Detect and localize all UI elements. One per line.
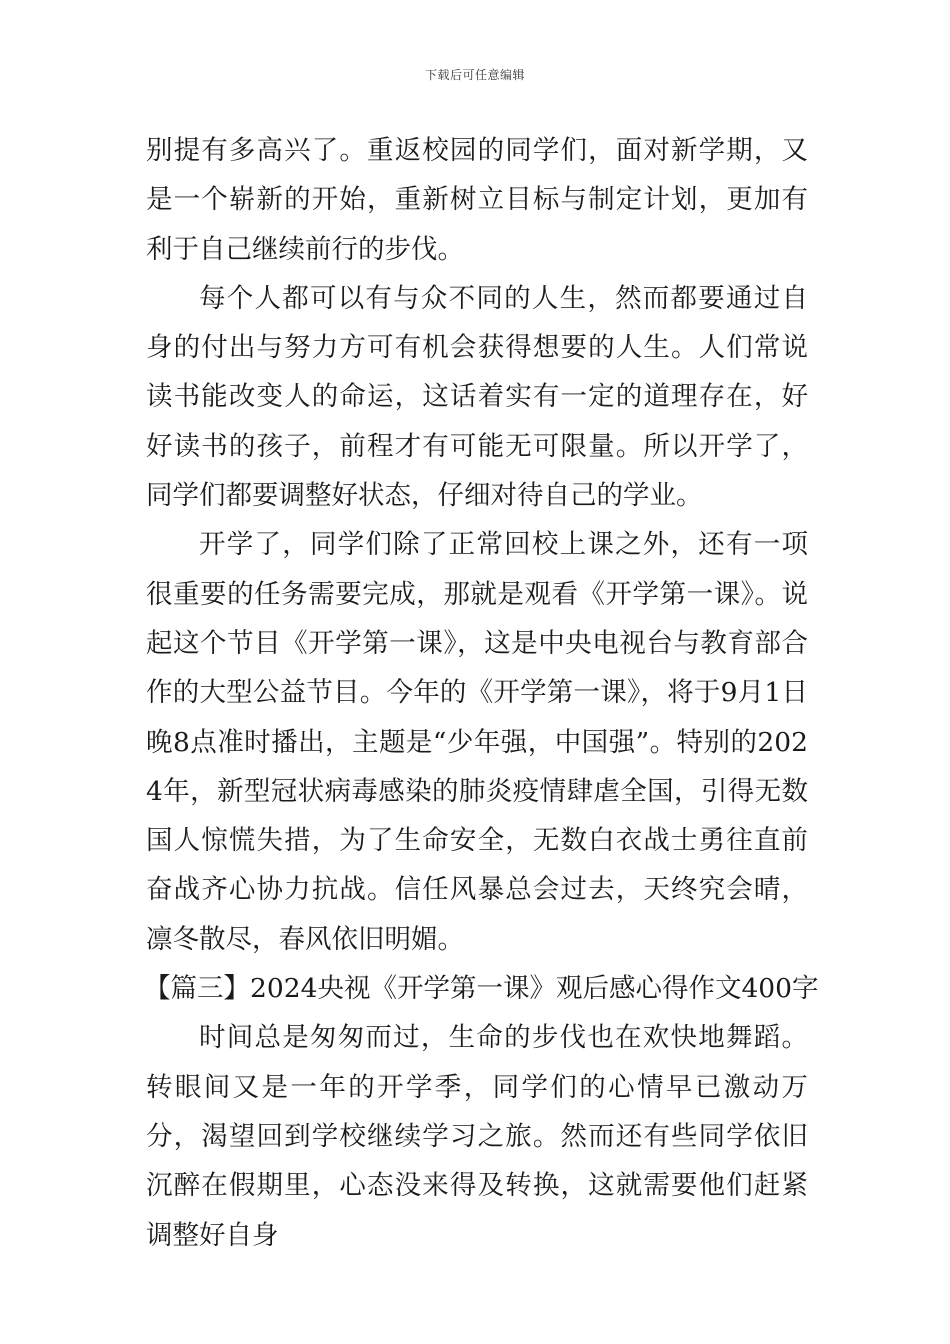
paragraph-4: 时间总是匆匆而过，生命的步伐也在欢快地舞蹈。转眼间又是一年的开学季，同学们的心情早已激动万分，渴望回到学校继续学习之旅。然而还有些同学依旧沉醉在假期里，心态没来得及转换，这就需要他们赶紧调整好自身 [146, 1022, 808, 1251]
page-header: 下载后可任意编辑 [424, 68, 525, 82]
section-heading: 【篇三】2024央视《开学第一课》观后感心得作文400字 [144, 973, 819, 1005]
paragraph-1: 别提有多高兴了。重返校园的同学们，面对新学期，又是一个崭新的开始，重新树立目标与制定计划，更加有利于自己继续前行的步伐。 [146, 135, 808, 265]
paragraph-2: 每个人都可以有与众不同的人生，然而都要通过自身的付出与努力方可有机会获得想要的人生。人们常说读书能改变人的命运，这话着实有一定的道理存在，好好读书的孩子，前程才有可能无可限量。所以开学了，同学们都要调整好状态，仔细对待自己的学业。 [146, 282, 808, 512]
paragraph-3: 开学了，同学们除了正常回校上课之外，还有一项很重要的任务需要完成，那就是观看《开学第一课》。说起这个节目《开学第一课》，这是中央电视台与教育部合作的大型公益节目。今年的《开学第一课》，将于9月1日晚8点准时播出，主题是“少年强，中国强”。特别的2024年，新型冠状病毒感染的肺炎疫情肆虐全国，引得无数国人惊慌失措，为了生命安全，无数白衣战士勇往直前奋战齐心协力抗战。信任风暴总会过去，天终究会晴，凛冬散尽，春风依旧明媚。 [146, 529, 808, 955]
document-body [144, 126, 819, 1260]
